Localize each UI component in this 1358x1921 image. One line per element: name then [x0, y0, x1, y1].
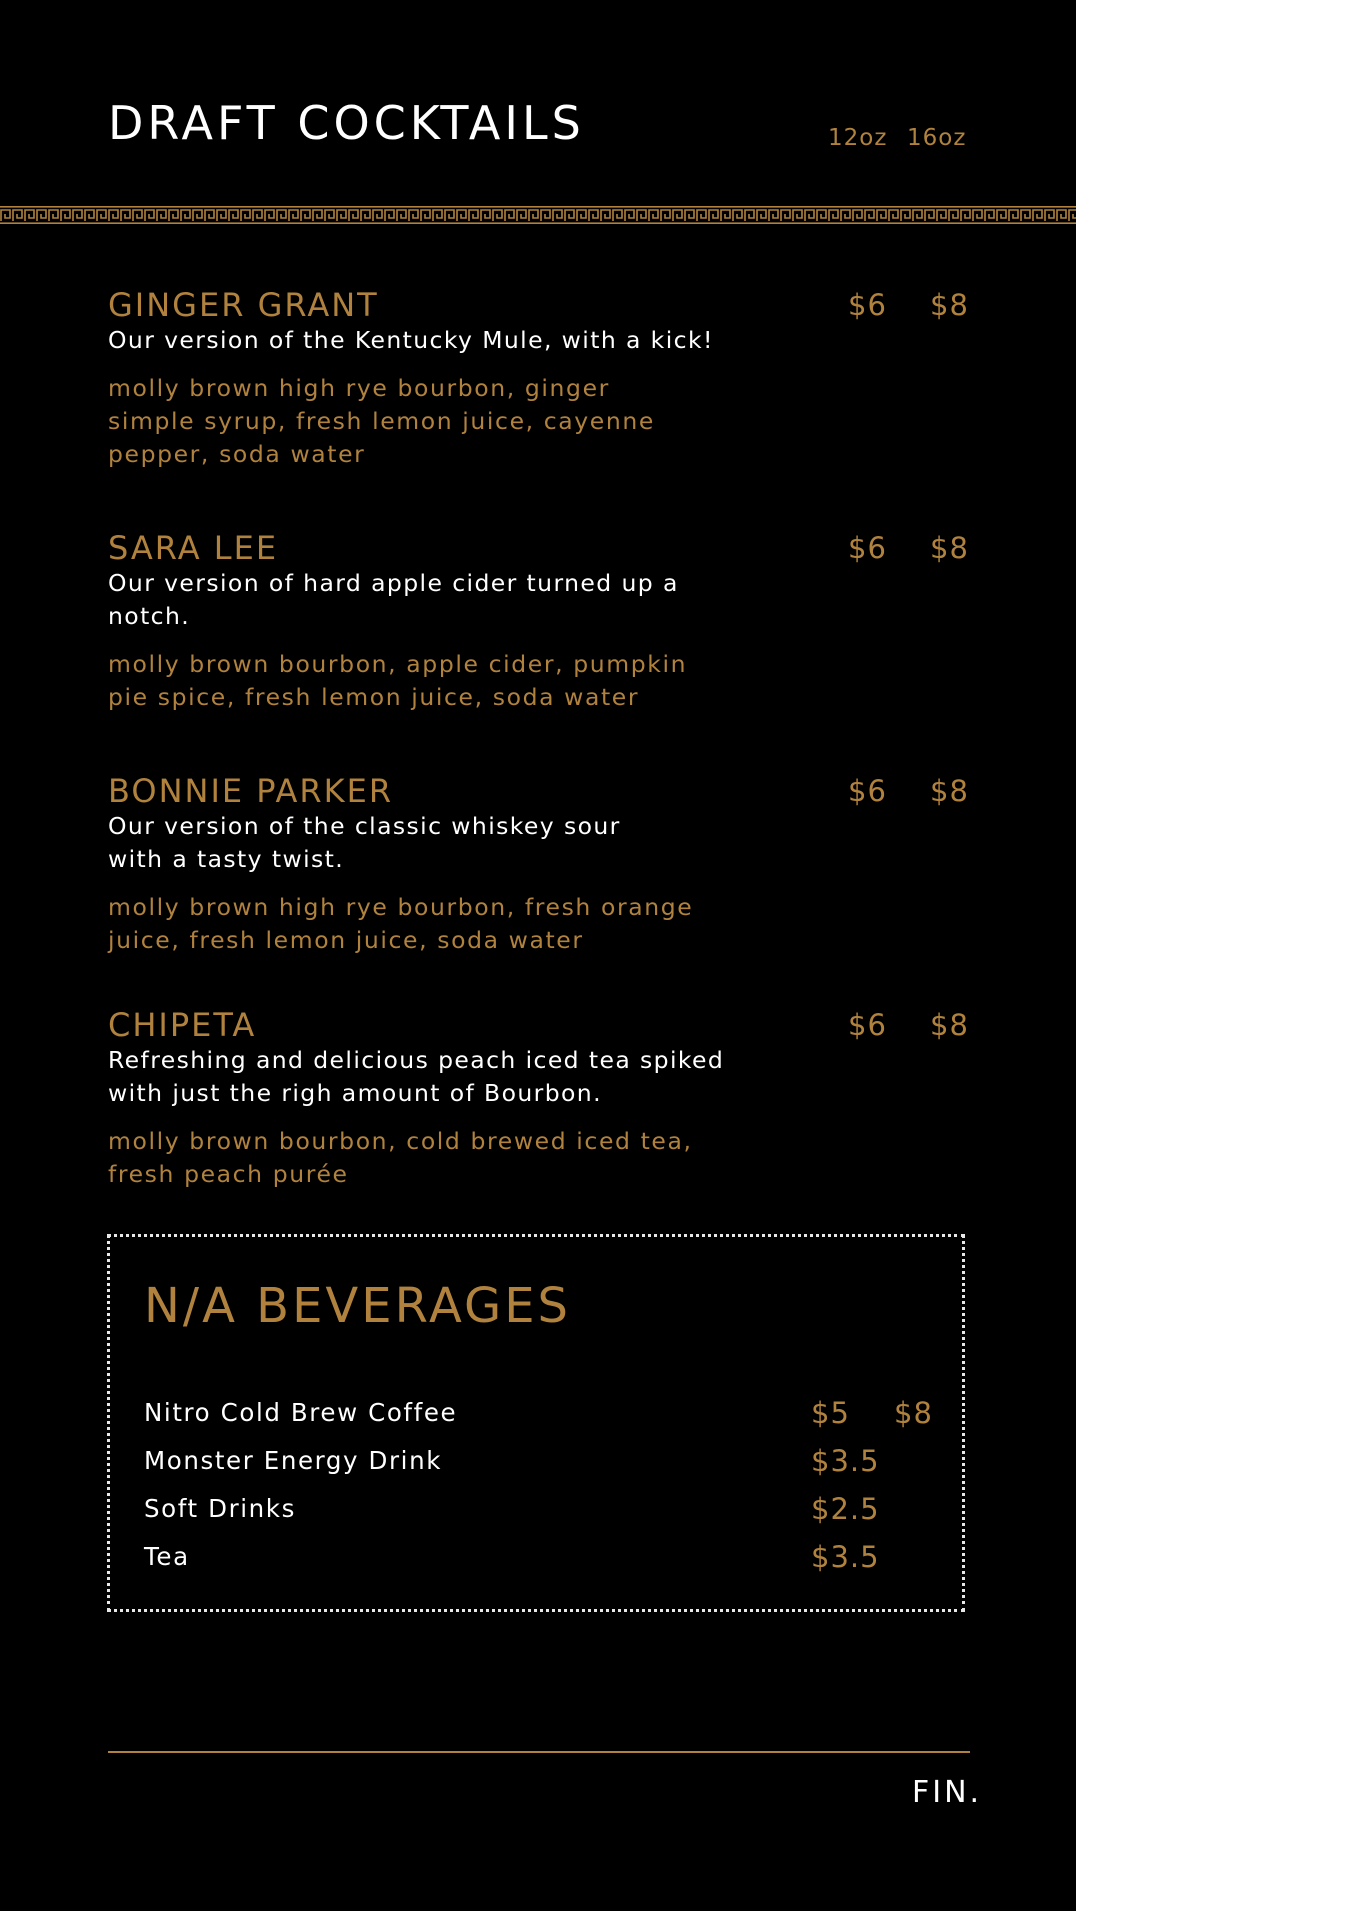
- na-beverages-box: [107, 1234, 965, 1612]
- cocktail-ingredients: molly brown high rye bourbon, ginger simple syrup, fresh lemon juice, cayenne pepper, soda water: [108, 374, 655, 468]
- footer-fin: FIN.: [912, 1775, 983, 1810]
- beverage-price-large: $8: [894, 1396, 933, 1430]
- cocktail-description: Our version of hard apple cider turned up a notch.: [108, 569, 679, 630]
- cocktail-name: SARA LEE: [108, 529, 279, 567]
- cocktail-ingredients: molly brown bourbon, cold brewed iced tea, fresh peach purée: [108, 1127, 693, 1188]
- cocktail-description: Our version of the Kentucky Mule, with a kick!: [108, 326, 714, 354]
- price-12oz: $6: [848, 774, 887, 808]
- beverage-row: [144, 1537, 944, 1577]
- cocktail-description: Our version of the classic whiskey sour with a tasty twist.: [108, 812, 621, 873]
- beverage-row: [144, 1489, 944, 1529]
- price-12oz: $6: [848, 531, 887, 565]
- price-12oz: $6: [848, 288, 887, 322]
- cocktail-name: GINGER GRANT: [108, 286, 379, 324]
- cocktail-ingredients: molly brown high rye bourbon, fresh orange juice, fresh lemon juice, soda water: [108, 893, 694, 954]
- cocktail-ingredients: molly brown bourbon, apple cider, pumpkin pie spice, fresh lemon juice, soda water: [108, 650, 688, 711]
- greek-key-border: [0, 206, 1076, 224]
- price-16oz: $8: [930, 288, 969, 322]
- cocktail-item: [108, 772, 978, 957]
- size-label-small: 12oz: [828, 125, 888, 151]
- beverage-price: $5: [811, 1396, 850, 1430]
- beverage-name: Monster Energy Drink: [144, 1446, 442, 1475]
- cocktail-name: BONNIE PARKER: [108, 772, 394, 810]
- beverage-name: Soft Drinks: [144, 1494, 296, 1523]
- menu-title: DRAFT COCKTAILS: [108, 96, 585, 150]
- cocktail-name: CHIPETA: [108, 1006, 257, 1044]
- beverage-row: [144, 1441, 944, 1481]
- cocktail-description: Refreshing and delicious peach iced tea spiked with just the righ amount of Bourbon.: [108, 1046, 725, 1107]
- cocktail-item: [108, 529, 978, 714]
- price-12oz: $6: [848, 1008, 887, 1042]
- cocktail-item: [108, 286, 978, 471]
- beverage-name: Nitro Cold Brew Coffee: [144, 1398, 458, 1427]
- cocktail-item: [108, 1006, 978, 1191]
- beverage-price: $3.5: [811, 1540, 880, 1574]
- size-label-large: 16oz: [907, 125, 967, 151]
- beverage-price: $2.5: [811, 1492, 880, 1526]
- beverage-row: [144, 1393, 944, 1433]
- price-16oz: $8: [930, 1008, 969, 1042]
- beverage-price: $3.5: [811, 1444, 880, 1478]
- beverage-name: Tea: [144, 1542, 190, 1571]
- na-beverages-title: N/A BEVERAGES: [144, 1278, 571, 1334]
- price-16oz: $8: [930, 774, 969, 808]
- footer-divider: [108, 1751, 970, 1753]
- price-16oz: $8: [930, 531, 969, 565]
